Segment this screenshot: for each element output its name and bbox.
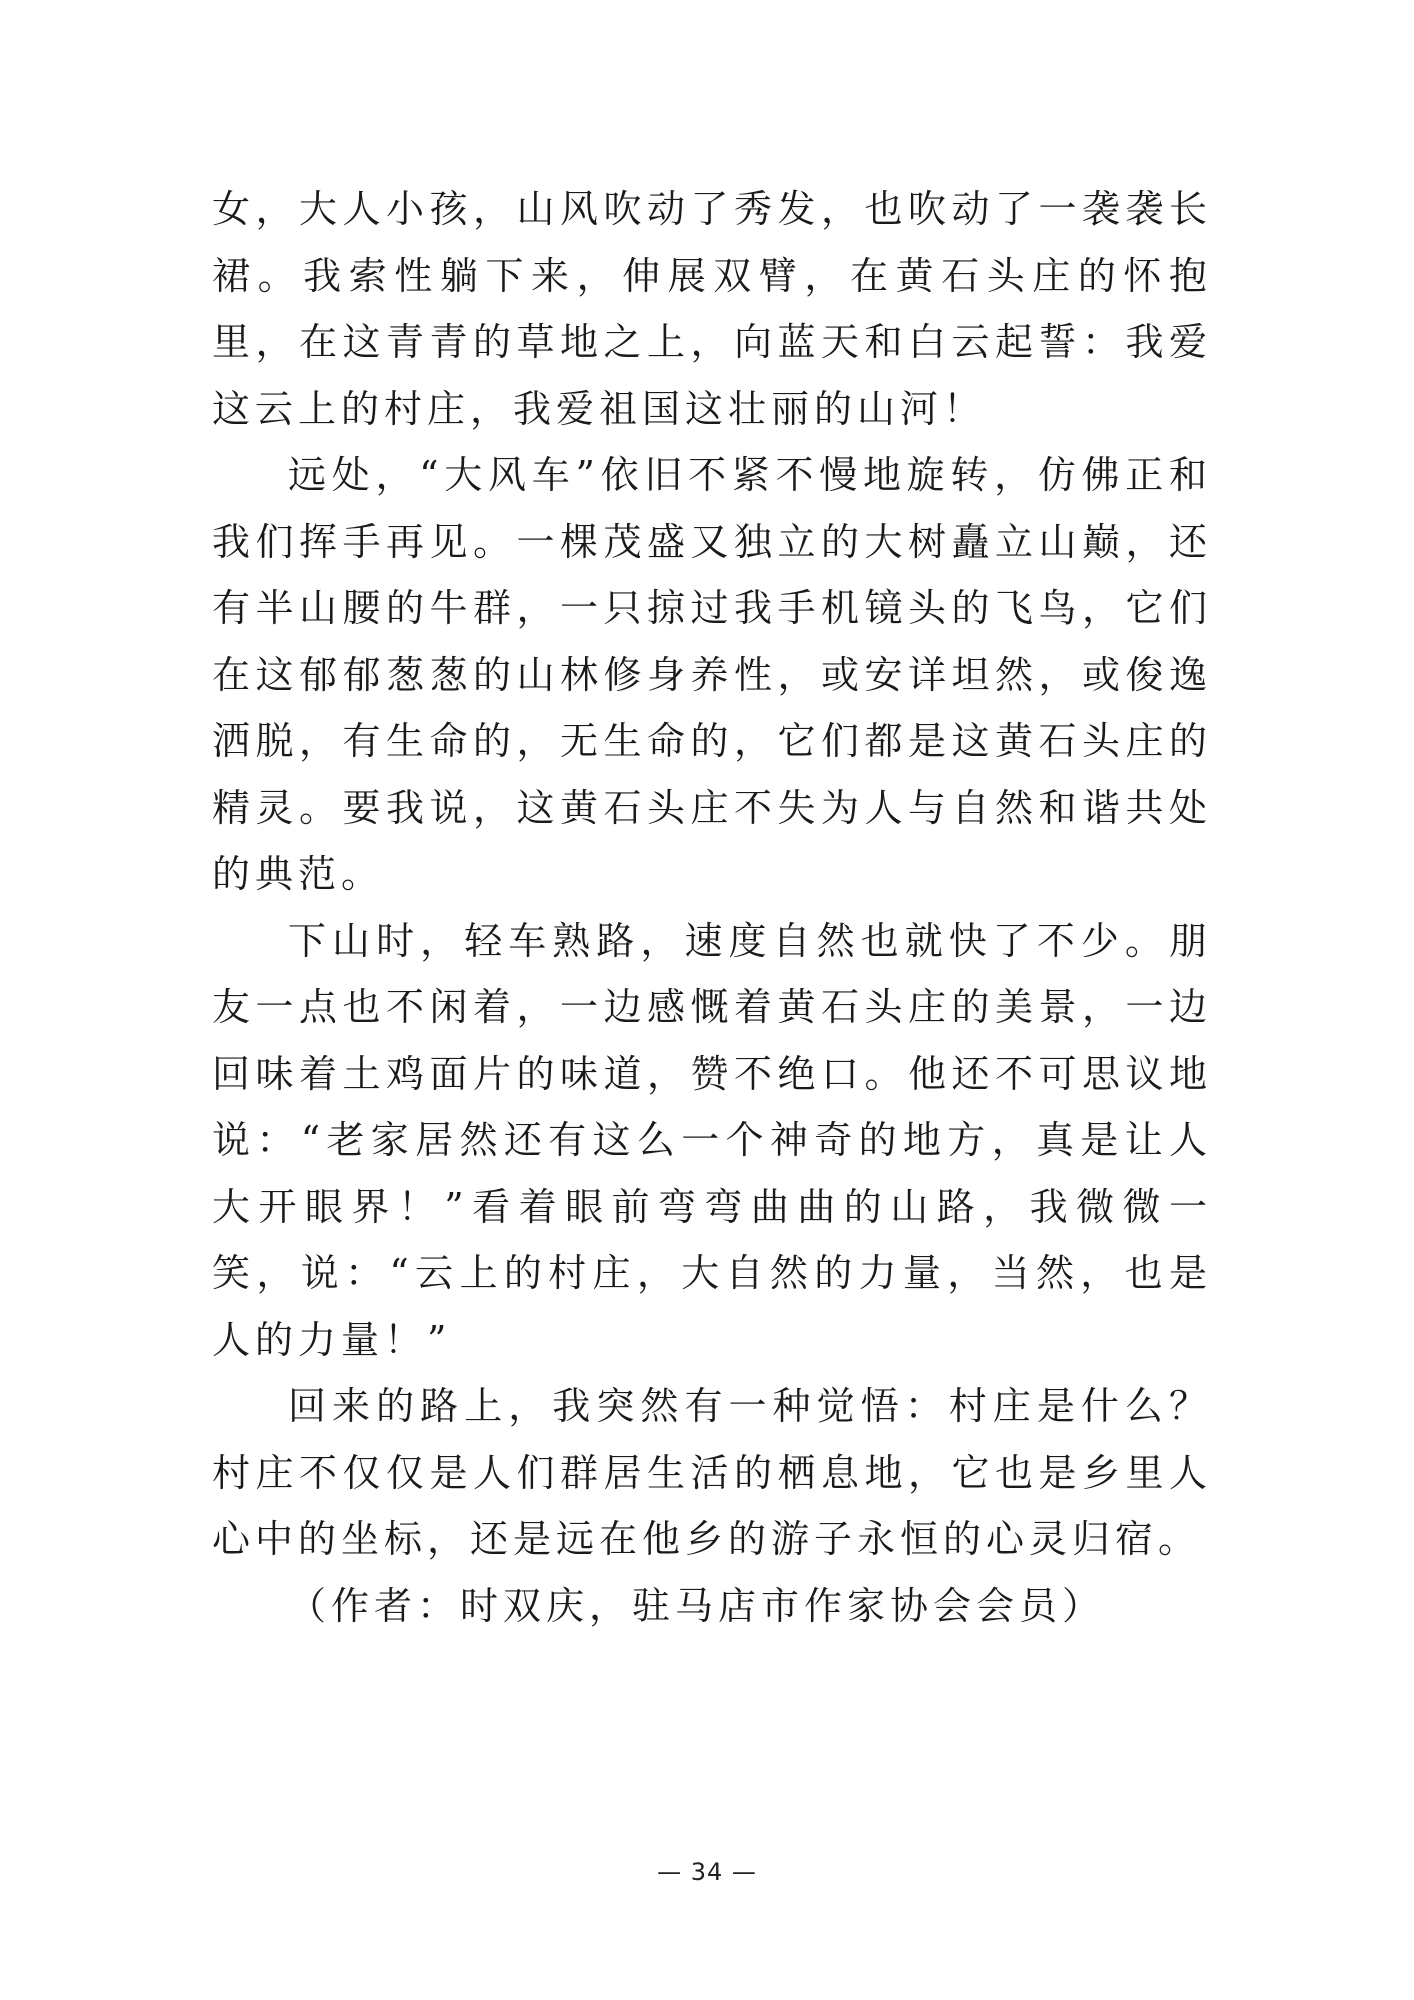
paragraph-continued: 女，大人小孩，山风吹动了秀发，也吹动了一袭袭长裙。我索性躺下来，伸展双臂，在黄石头庄的怀抱里，在这青青的草地之上，向蓝天和白云起誓：我爱这云上的村庄，我爱祖国这壮丽的山河！ <box>212 187 1212 431</box>
article-body <box>212 176 1212 1639</box>
paragraph: 回来的路上，我突然有一种觉悟：村庄是什么？村庄不仅仅是人们群居生活的栖息地，它也是乡里人心中的坐标，还是远在他乡的游子永恒的心灵归宿。 <box>212 1384 1212 1561</box>
page-number: — 34 — <box>657 1858 757 1886</box>
paragraph: 远处，“大风车”依旧不紧不慢地旋转，仿佛正和我们挥手再见。一棵茂盛又独立的大树矗立山巅，还有半山腰的牛群，一只掠过我手机镜头的飞鸟，它们在这郁郁葱葱的山林修身养性，或安详坦然，或俊逸洒脱，有生命的，无生命的，它们都是这黄石头庄的精灵。要我说，这黄石头庄不失为人与自然和谐共处的典范。 <box>212 453 1212 896</box>
paragraph: 下山时，轻车熟路，速度自然也就快了不少。朋友一点也不闲着，一边感慨着黄石头庄的美景，一边回味着土鸡面片的味道，赞不绝口。他还不可思议地说：“老家居然还有这么一个神奇的地方，真是让人大开眼界！”看着眼前弯弯曲曲的山路，我微微一笑，说：“云上的村庄，大自然的力量，当然，也是人的力量！” <box>212 918 1212 1362</box>
author-byline: （作者：时双庆，驻马店市作家协会会员） <box>288 1583 1106 1628</box>
